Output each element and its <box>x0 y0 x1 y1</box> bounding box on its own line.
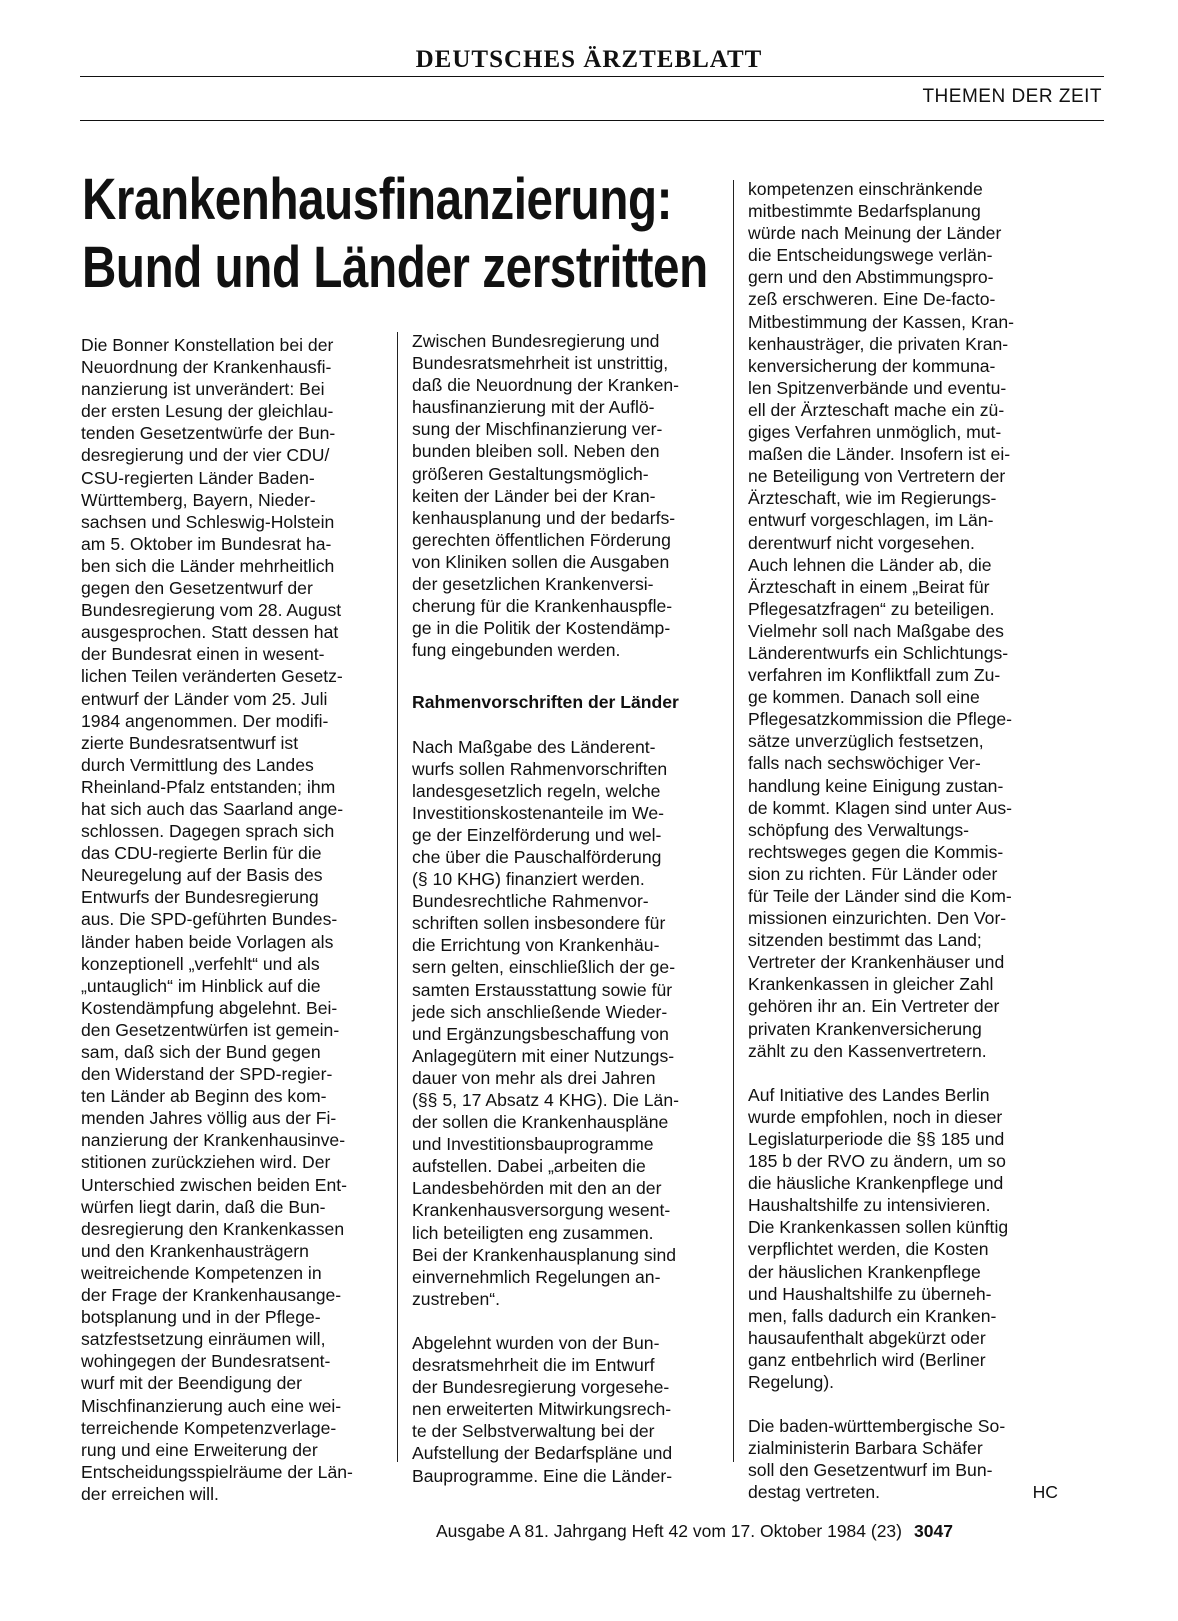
text-line: satzfestsetzung einräumen will, <box>81 1329 326 1350</box>
paragraph <box>748 178 1058 1062</box>
text-line: verpflichtet werden, die Kosten <box>748 1239 989 1260</box>
text-line: würde nach Meinung der Länder <box>748 223 1002 244</box>
text-line: Abgelehnt wurden von der Bun- <box>412 1332 660 1353</box>
text-line: soll den Gesetzentwurf im Bun- <box>748 1460 993 1481</box>
text-line: zustreben“. <box>412 1288 501 1309</box>
text-line: ten Länder ab Beginn des kom- <box>81 1086 327 1107</box>
text-line: desregierung den Krankenkassen <box>81 1218 345 1239</box>
text-line: zialministerin Barbara Schäfer <box>748 1438 983 1459</box>
text-line: der erreichen will. <box>81 1483 219 1504</box>
text-line: te der Selbstverwaltung bei der <box>412 1421 655 1442</box>
text-line: che über die Pauschalförderung <box>412 846 662 867</box>
text-line: botsplanung und in der Pflege- <box>81 1307 321 1328</box>
text-line: jede sich anschließende Wieder- <box>412 1001 668 1022</box>
text-line: Krankenkassen in gleicher Zahl <box>748 974 994 995</box>
article-column-1 <box>81 334 385 1505</box>
paragraph <box>748 1415 1058 1503</box>
text-line: Die Krankenkassen sollen künftig <box>748 1217 1009 1238</box>
text-line: fung eingebunden werden. <box>412 640 621 661</box>
text-line: Investitionskostenanteile im We- <box>412 802 664 823</box>
text-line: tenden Gesetzentwürfe der Bun- <box>81 423 336 444</box>
paragraph <box>412 736 722 1310</box>
article-headline <box>82 166 708 302</box>
text-line: Krankenhausversorgung wesent- <box>412 1200 671 1221</box>
section-label: THEMEN DER ZEIT <box>922 86 1102 107</box>
text-line: desregierung und der vier CDU/ <box>81 445 330 466</box>
text-line: der gesetzlichen Krankenversi- <box>412 574 654 595</box>
text-line: Neuregelung auf der Basis des <box>81 865 323 886</box>
issue-info: Ausgabe A 81. Jahrgang Heft 42 vom 17. Oktober 1984 (23) <box>436 1521 902 1541</box>
text-line: wurf mit der Beendigung der <box>81 1373 303 1394</box>
text-line: weitreichende Kompetenzen in <box>81 1262 322 1283</box>
text-line: und Ergänzungsbeschaffung von <box>412 1023 669 1044</box>
text-line: 185 b der RVO zu ändern, um so <box>748 1151 1006 1172</box>
text-line: von Kliniken sollen die Ausgaben <box>412 551 670 572</box>
text-line: Die baden-württembergische So- <box>748 1416 1006 1437</box>
paragraph <box>412 330 722 661</box>
text-line: Bei der Krankenhausplanung sind <box>412 1244 677 1265</box>
text-line: ben sich die Länder mehrheitlich <box>81 555 335 576</box>
column-divider <box>397 332 398 1462</box>
masthead: DEUTSCHES ÄRZTEBLATT <box>415 46 763 73</box>
text-line: Pflegesatzkommission die Pflege- <box>748 709 1013 730</box>
text-line: CSU-regierten Länder Baden- <box>81 467 315 488</box>
text-line: hausaufenthalt abgekürzt oder <box>748 1327 986 1348</box>
text-line: ne Beteiligung von Vertretern der <box>748 466 1006 487</box>
text-line: hat sich auch das Saarland ange- <box>81 798 344 819</box>
subheading: Rahmenvorschriften der Länder <box>412 692 679 713</box>
text-line: lich beteiligten eng zusammen. <box>412 1222 654 1243</box>
text-line: die häusliche Krankenpflege und <box>748 1173 1004 1194</box>
text-line: falls nach sechswöchiger Ver- <box>748 753 981 774</box>
text-line: Pflegesatzfragen“ zu beteiligen. <box>748 598 995 619</box>
text-line: Württemberg, Bayern, Nieder- <box>81 489 316 510</box>
last-line-text: destag vertreten. <box>748 1482 881 1503</box>
text-line: Regelung). <box>748 1371 835 1392</box>
text-line: und den Krankenhausträgern <box>81 1240 309 1261</box>
text-line: der Bundesregierung vorgesehe- <box>412 1377 670 1398</box>
text-line: gehören ihr an. Ein Vertreter der <box>748 996 1000 1017</box>
text-line: stitionen zurückziehen wird. Der <box>81 1152 331 1173</box>
paragraph-gap <box>748 1393 1058 1415</box>
text-line: Anlagegütern mit einer Nutzungs- <box>412 1045 675 1066</box>
text-line: und Investitionsbauprogramme <box>412 1134 654 1155</box>
text-line: der Frage der Krankenhausange- <box>81 1285 342 1306</box>
text-line: länder haben beide Vorlagen als <box>81 931 334 952</box>
text-line: samten Erstausstattung sowie für <box>412 979 673 1000</box>
text-line: sätze unverzüglich festsetzen, <box>748 731 984 752</box>
text-line: keiten der Länder bei der Kran- <box>412 485 656 506</box>
text-line: Entscheidungsspielräume der Län- <box>81 1461 353 1482</box>
text-line: Nach Maßgabe des Länderent- <box>412 736 656 757</box>
text-line: sion zu richten. Für Länder oder <box>748 863 998 884</box>
text-line: derentwurf nicht vorgesehen. <box>748 532 975 553</box>
text-line: schriften sollen insbesondere für <box>412 913 666 934</box>
text-line: Rheinland-Pfalz entstanden; ihm <box>81 776 336 797</box>
text-line: durch Vermittlung des Landes <box>81 754 314 775</box>
text-line: Legislaturperiode die §§ 185 und <box>748 1128 1005 1149</box>
page-footer <box>436 1521 953 1542</box>
text-line: ge der Einzelförderung und wel- <box>412 824 662 845</box>
author-initials: HC <box>1032 1482 1058 1503</box>
text-line: Vertreter der Krankenhäuser und <box>748 952 1005 973</box>
text-line: Zwischen Bundesregierung und <box>412 331 660 351</box>
text-line: der ersten Lesung der gleichlau- <box>81 401 334 422</box>
text-line: größeren Gestaltungsmöglich- <box>412 463 649 484</box>
text-line: die Entscheidungswege verlän- <box>748 245 993 266</box>
text-line: hausfinanzierung mit der Auflö- <box>412 397 655 418</box>
headline-line: Bund und Länder zerstritten <box>82 235 708 300</box>
text-line: „untauglich“ im Hinblick auf die <box>81 975 321 996</box>
text-line: privaten Krankenversicherung <box>748 1018 982 1039</box>
text-line: konzeptionell „verfehlt“ und als <box>81 953 320 974</box>
text-line: den Widerstand der SPD-regier- <box>81 1064 333 1085</box>
text-line: cherung für die Krankenhauspfle- <box>412 596 673 617</box>
column-divider <box>733 180 734 1462</box>
text-line: aus. Die SPD-geführten Bundes- <box>81 909 338 930</box>
text-line: schlossen. Dagegen sprach sich <box>81 821 335 842</box>
text-line: Bundesratsmehrheit ist unstrittig, <box>412 353 669 374</box>
text-line: gerechten öffentlichen Förderung <box>412 529 671 550</box>
text-line: missionen einzurichten. Den Vor- <box>748 908 1007 929</box>
text-line: 1984 angenommen. Der modifi- <box>81 710 329 731</box>
text-line: nanzierung ist unverändert: Bei <box>81 379 325 400</box>
text-line: daß die Neuordnung der Kranken- <box>412 375 680 396</box>
paragraph-gap <box>748 1062 1058 1084</box>
text-line: der sollen die Krankenhauspläne <box>412 1112 669 1133</box>
text-line: kenhausplanung und der bedarfs- <box>412 507 676 528</box>
text-line: Entwurfs der Bundesregierung <box>81 887 319 908</box>
text-line: entwurf vorgeschlagen, im Län- <box>748 510 994 531</box>
text-line: de kommt. Klagen sind unter Aus- <box>748 797 1013 818</box>
text-line: Mischfinanzierung auch eine wei- <box>81 1395 342 1416</box>
text-line: entwurf der Länder vom 25. Juli <box>81 688 328 709</box>
headline-line: Krankenhausfinanzierung: <box>82 167 673 232</box>
text-line: verfahren im Konfliktfall zum Zu- <box>748 665 1001 686</box>
text-line: Unterschied zwischen beiden Ent- <box>81 1174 348 1195</box>
text-line: len Spitzenverbände und eventu- <box>748 377 1007 398</box>
text-line: die Errichtung von Krankenhäu- <box>412 935 660 956</box>
text-line: zierte Bundesratsentwurf ist <box>81 732 299 753</box>
text-line: das CDU-regierte Berlin für die <box>81 843 322 864</box>
text-line: ell der Ärzteschaft mache ein zü- <box>748 399 1005 420</box>
text-line: kenversicherung der kommuna- <box>748 355 996 376</box>
paragraph <box>412 1332 722 1487</box>
paragraph-gap <box>412 1310 722 1332</box>
text-line: sern gelten, einschließlich der ge- <box>412 957 676 978</box>
text-line: nen erweiterten Mitwirkungsrech- <box>412 1399 672 1420</box>
text-line: Kostendämpfung abgelehnt. Bei- <box>81 997 338 1018</box>
text-line: rung und eine Erweiterung der <box>81 1439 318 1460</box>
text-line: ausgesprochen. Statt dessen hat <box>81 622 339 643</box>
text-line: rechtsweges gegen die Kommis- <box>748 841 1004 862</box>
text-line: und Haushaltshilfe zu überneh- <box>748 1283 992 1304</box>
text-line: zeß erschweren. Eine De-facto- <box>748 289 996 310</box>
text-line: Haushaltshilfe zu intensivieren. <box>748 1195 991 1216</box>
text-line: (§§ 5, 17 Absatz 4 KHG). Die Län- <box>412 1090 679 1110</box>
text-line: men, falls dadurch ein Kranken- <box>748 1305 997 1326</box>
text-line: Länderentwurfs ein Schlichtungs- <box>748 642 1009 663</box>
text-line: Auf Initiative des Landes Berlin <box>748 1084 990 1105</box>
text-line: handlung keine Einigung zustan- <box>748 775 1004 796</box>
paragraph <box>748 1084 1058 1393</box>
text-line: lichen Teilen veränderten Gesetz- <box>81 666 343 687</box>
text-line: kompetenzen einschränkende <box>748 179 983 199</box>
text-line <box>748 1481 1058 1503</box>
article-column-3 <box>748 178 1058 1503</box>
text-line: wurfs sollen Rahmenvorschriften <box>412 758 668 779</box>
paragraph <box>81 334 385 1505</box>
text-line: wohingegen der Bundesratsent- <box>81 1351 331 1372</box>
text-line: Vielmehr soll nach Maßgabe des <box>748 620 1004 641</box>
text-line: für Teile der Länder sind die Kom- <box>748 886 1012 906</box>
text-line: würfen liegt darin, daß die Bun- <box>81 1196 326 1217</box>
text-line: einvernehmlich Regelungen an- <box>412 1266 661 1287</box>
text-line: nanzierung der Krankenhausinve- <box>81 1130 346 1151</box>
page-number: 3047 <box>914 1521 953 1541</box>
text-line: aufstellen. Dabei „arbeiten die <box>412 1156 646 1177</box>
text-line: Auch lehnen die Länder ab, die <box>748 554 992 575</box>
text-line: Ärzteschaft in einem „Beirat für <box>748 576 990 597</box>
header-rule-bottom <box>80 120 1104 121</box>
text-line: sitzenden bestimmt das Land; <box>748 930 982 951</box>
text-line: Mitbestimmung der Kassen, Kran- <box>748 311 1014 332</box>
text-line: bunden bleiben soll. Neben den <box>412 441 660 462</box>
text-line: der Bundesrat einen in wesent- <box>81 644 325 665</box>
text-line: dauer von mehr als drei Jahren <box>412 1067 656 1088</box>
text-line: wurde empfohlen, noch in dieser <box>748 1106 1003 1127</box>
text-line: der häuslichen Krankenpflege <box>748 1261 981 1282</box>
text-line: zählt zu den Kassenvertretern. <box>748 1040 987 1061</box>
text-line: Bundesrechtliche Rahmenvor- <box>412 891 649 912</box>
text-line: ge in die Politik der Kostendämp- <box>412 618 671 639</box>
text-line: kenhausträger, die privaten Kran- <box>748 333 1009 354</box>
text-line: desratsmehrheit die im Entwurf <box>412 1355 655 1376</box>
text-line: den Gesetzentwürfen ist gemein- <box>81 1019 340 1040</box>
text-line: Neuordnung der Krankenhausfi- <box>81 357 332 378</box>
text-line: Bundesregierung vom 28. August <box>81 600 342 621</box>
text-line: am 5. Oktober im Bundesrat ha- <box>81 533 332 554</box>
text-line: ganz entbehrlich wird (Berliner <box>748 1349 986 1370</box>
text-line: mitbestimmte Bedarfsplanung <box>748 201 981 222</box>
text-line: Aufstellung der Bedarfspläne und <box>412 1443 673 1464</box>
text-line: gern und den Abstimmungspro- <box>748 267 994 288</box>
text-line: schöpfung des Verwaltungs- <box>748 819 970 840</box>
text-line: maßen die Länder. Insofern ist ei- <box>748 444 1011 465</box>
text-line: gegen den Gesetzentwurf der <box>81 578 313 599</box>
text-line: giges Verfahren unmöglich, mut- <box>748 422 1002 443</box>
text-line: Bauprogramme. Eine die Länder- <box>412 1465 673 1486</box>
text-line: Landesbehörden mit den an der <box>412 1178 662 1199</box>
text-line: sung der Mischfinanzierung ver- <box>412 419 663 440</box>
text-line: landesgesetzlich regeln, welche <box>412 780 661 801</box>
text-line: (§ 10 KHG) finanziert werden. <box>412 869 645 890</box>
text-line: Die Bonner Konstellation bei der <box>81 335 334 355</box>
text-line: sam, daß sich der Bund gegen <box>81 1042 321 1062</box>
text-line: Ärzteschaft, wie im Regierungs- <box>748 488 997 509</box>
text-line: menden Jahres völlig aus der Fi- <box>81 1108 337 1129</box>
header-rule-top <box>80 76 1104 77</box>
article-column-2 <box>412 330 722 1487</box>
text-line: ge kommen. Danach soll eine <box>748 687 980 708</box>
text-line: sachsen und Schleswig-Holstein <box>81 511 335 532</box>
text-line: terreichende Kompetenzverlage- <box>81 1417 337 1438</box>
